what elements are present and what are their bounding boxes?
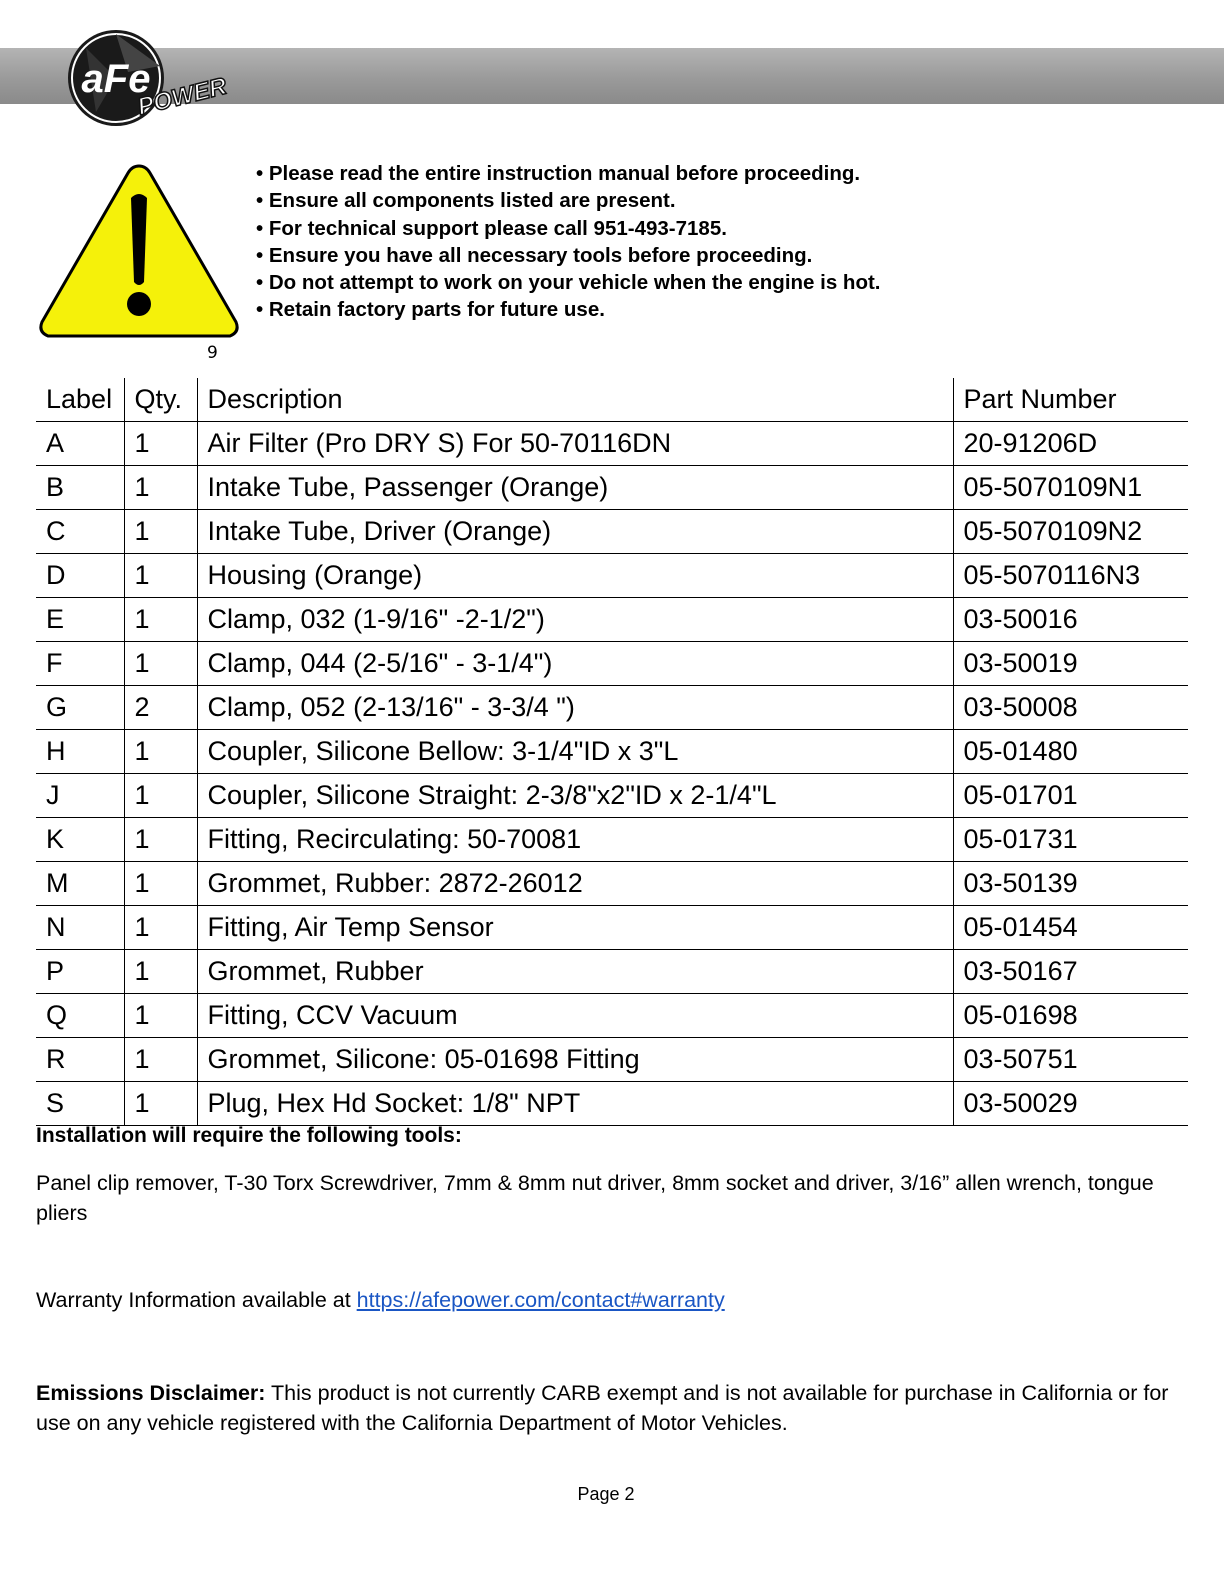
safety-notices xyxy=(256,160,881,324)
cell-description: Clamp, 044 (2-5/16" - 3-1/4") xyxy=(197,642,953,686)
notice-item: • Retain factory parts for future use. xyxy=(256,296,881,323)
warranty-info xyxy=(36,1288,725,1313)
header-label: Label xyxy=(36,378,124,422)
cell-label: N xyxy=(36,906,124,950)
table-row xyxy=(36,554,1188,598)
cell-part-number: 05-01698 xyxy=(953,994,1188,1038)
cell-part-number: 05-01701 xyxy=(953,774,1188,818)
cell-part-number: 03-50008 xyxy=(953,686,1188,730)
cell-label: S xyxy=(36,1082,124,1126)
cell-label: C xyxy=(36,510,124,554)
cell-qty: 1 xyxy=(124,554,197,598)
cell-label: J xyxy=(36,774,124,818)
parts-table-body xyxy=(36,422,1188,1126)
cell-qty: 1 xyxy=(124,994,197,1038)
cell-description: Coupler, Silicone Straight: 2-3/8"x2"ID x 2-1/4"L xyxy=(197,774,953,818)
table-row xyxy=(36,466,1188,510)
warranty-link[interactable]: https://afepower.com/contact#warranty xyxy=(356,1288,725,1312)
cell-qty: 1 xyxy=(124,422,197,466)
cell-qty: 1 xyxy=(124,950,197,994)
table-row xyxy=(36,774,1188,818)
table-row xyxy=(36,994,1188,1038)
logo-subtext: POWER xyxy=(134,72,230,121)
table-row xyxy=(36,510,1188,554)
header-qty: Qty. xyxy=(124,378,197,422)
cell-qty: 1 xyxy=(124,906,197,950)
table-row xyxy=(36,598,1188,642)
table-row xyxy=(36,1038,1188,1082)
cell-description: Clamp, 052 (2-13/16" - 3-3/4 ") xyxy=(197,686,953,730)
warranty-label: Warranty Information available at xyxy=(36,1288,357,1312)
cell-description: Fitting, Recirculating: 50-70081 xyxy=(197,818,953,862)
cell-part-number: 03-50751 xyxy=(953,1038,1188,1082)
cell-label: A xyxy=(36,422,124,466)
cell-description: Fitting, Air Temp Sensor xyxy=(197,906,953,950)
cell-label: M xyxy=(36,862,124,906)
cell-qty: 1 xyxy=(124,1082,197,1126)
notice-item: • Do not attempt to work on your vehicle when the engine is hot. xyxy=(256,269,881,296)
cell-label: F xyxy=(36,642,124,686)
cell-part-number: 03-50019 xyxy=(953,642,1188,686)
notice-item: • For technical support please call 951-493-7185. xyxy=(256,215,881,242)
cell-description: Intake Tube, Passenger (Orange) xyxy=(197,466,953,510)
cell-label: Q xyxy=(36,994,124,1038)
cell-description: Air Filter (Pro DRY S) For 50-70116DN xyxy=(197,422,953,466)
cell-qty: 1 xyxy=(124,1038,197,1082)
notice-item: • Ensure you have all necessary tools before proceeding. xyxy=(256,242,881,269)
cell-qty: 2 xyxy=(124,686,197,730)
cell-part-number: 05-5070116N3 xyxy=(953,554,1188,598)
table-row xyxy=(36,818,1188,862)
cell-qty: 1 xyxy=(124,730,197,774)
header-part-number: Part Number xyxy=(953,378,1188,422)
emissions-text: This product is not currently CARB exempt and is not available for purchase in California or for use on any vehicle registered with the California Department of Motor Vehicles. xyxy=(36,1381,1169,1435)
header-description: Description xyxy=(197,378,953,422)
cell-label: G xyxy=(36,686,124,730)
warning-triangle-icon xyxy=(36,160,242,342)
emissions-label: Emissions Disclaimer: xyxy=(36,1381,266,1405)
cell-description: Coupler, Silicone Bellow: 3-1/4"ID x 3"L xyxy=(197,730,953,774)
cell-qty: 1 xyxy=(124,818,197,862)
table-row xyxy=(36,906,1188,950)
cell-label: P xyxy=(36,950,124,994)
cell-label: E xyxy=(36,598,124,642)
page-number: Page 2 xyxy=(577,1484,635,1504)
cell-label: B xyxy=(36,466,124,510)
logo-text: aFe xyxy=(81,57,151,101)
cell-description: Clamp, 032 (1-9/16" -2-1/2") xyxy=(197,598,953,642)
parts-table xyxy=(36,378,1188,1126)
cell-part-number: 05-01480 xyxy=(953,730,1188,774)
cell-part-number: 03-50167 xyxy=(953,950,1188,994)
table-row xyxy=(36,686,1188,730)
table-header-row xyxy=(36,378,1188,422)
cell-part-number: 03-50029 xyxy=(953,1082,1188,1126)
cell-description: Grommet, Rubber: 2872-26012 xyxy=(197,862,953,906)
tools-list: Panel clip remover, T-30 Torx Screwdriver, 7mm & 8mm nut driver, 8mm socket and driver, 3/16” allen wrench, tongue pliers xyxy=(36,1171,1154,1225)
notice-item: • Ensure all components listed are present. xyxy=(256,187,881,214)
cell-label: D xyxy=(36,554,124,598)
cell-description: Grommet, Rubber xyxy=(197,950,953,994)
notice-item: • Please read the entire instruction manual before proceeding. xyxy=(256,160,881,187)
table-row xyxy=(36,422,1188,466)
cell-qty: 1 xyxy=(124,598,197,642)
table-row xyxy=(36,862,1188,906)
cell-label: K xyxy=(36,818,124,862)
tools-heading: Installation will require the following tools: xyxy=(36,1124,462,1147)
table-row xyxy=(36,1082,1188,1126)
warning-number: 9 xyxy=(207,343,218,363)
cell-label: R xyxy=(36,1038,124,1082)
cell-part-number: 05-01731 xyxy=(953,818,1188,862)
table-row xyxy=(36,730,1188,774)
afe-power-logo xyxy=(66,22,246,134)
cell-description: Fitting, CCV Vacuum xyxy=(197,994,953,1038)
cell-description: Housing (Orange) xyxy=(197,554,953,598)
cell-part-number: 03-50139 xyxy=(953,862,1188,906)
cell-part-number: 05-5070109N1 xyxy=(953,466,1188,510)
cell-part-number: 05-01454 xyxy=(953,906,1188,950)
cell-qty: 1 xyxy=(124,774,197,818)
cell-description: Grommet, Silicone: 05-01698 Fitting xyxy=(197,1038,953,1082)
cell-description: Intake Tube, Driver (Orange) xyxy=(197,510,953,554)
cell-qty: 1 xyxy=(124,466,197,510)
cell-qty: 1 xyxy=(124,510,197,554)
emissions-disclaimer xyxy=(36,1378,1176,1438)
cell-description: Plug, Hex Hd Socket: 1/8" NPT xyxy=(197,1082,953,1126)
cell-label: H xyxy=(36,730,124,774)
cell-part-number: 03-50016 xyxy=(953,598,1188,642)
table-row xyxy=(36,642,1188,686)
table-row xyxy=(36,950,1188,994)
cell-qty: 1 xyxy=(124,642,197,686)
cell-part-number: 05-5070109N2 xyxy=(953,510,1188,554)
cell-part-number: 20-91206D xyxy=(953,422,1188,466)
cell-qty: 1 xyxy=(124,862,197,906)
